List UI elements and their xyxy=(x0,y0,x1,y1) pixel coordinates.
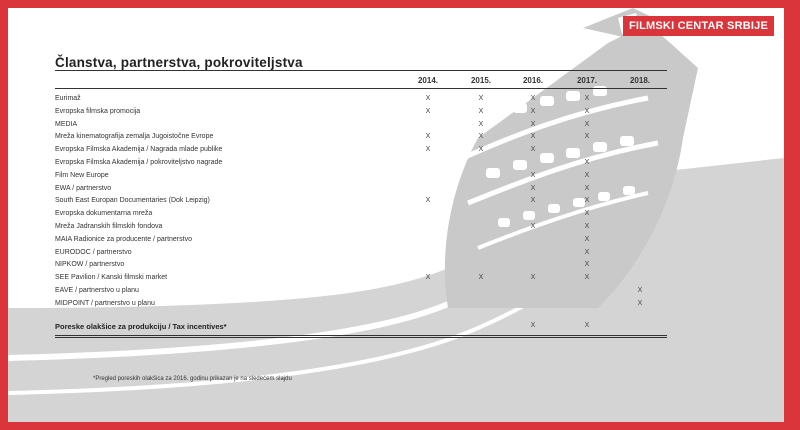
membership-mark: X xyxy=(530,321,536,329)
membership-mark: X xyxy=(584,133,590,141)
table-row xyxy=(55,196,667,209)
table-row xyxy=(55,171,667,184)
row-label: Film New Europe xyxy=(55,171,109,179)
membership-mark: X xyxy=(425,95,431,102)
membership-mark: X xyxy=(425,107,431,115)
membership-mark: X xyxy=(584,197,590,205)
row-label: MIDPOINT / partnerstvo u planu xyxy=(55,299,155,307)
row-label: NIPKOW / partnerstvo xyxy=(55,261,125,269)
footnote: *Pregled poreskih olakšica za 2016. godinu prikazan je na sledećem slajdu xyxy=(93,376,292,382)
membership-mark: X xyxy=(425,197,431,205)
membership-mark: X xyxy=(584,321,590,329)
membership-mark: X xyxy=(478,120,484,128)
row-label: Evropska filmska promocija xyxy=(55,107,141,115)
membership-mark: X xyxy=(530,146,536,154)
table-row xyxy=(55,184,667,197)
membership-mark: X xyxy=(478,146,484,154)
membership-mark: X xyxy=(530,95,536,102)
table-row xyxy=(55,235,667,248)
membership-mark: X xyxy=(584,171,590,179)
row-label: MAIA Radionice za producente / partnerstvo xyxy=(55,235,192,243)
table-row xyxy=(55,120,667,133)
membership-mark: X xyxy=(478,133,484,141)
row-label: Mreža kinematografija zemalja Jugoistočne Evrope xyxy=(55,133,214,141)
table-row xyxy=(55,260,667,273)
row-label: EWA / partnerstvo xyxy=(55,184,112,192)
membership-mark: X xyxy=(530,107,536,115)
row-label: SEE Pavilion / Kanski filmski market xyxy=(55,274,168,282)
membership-mark: X xyxy=(637,299,643,307)
membership-mark: X xyxy=(530,133,536,141)
page-title: Članstva, partnerstva, pokroviteljstva xyxy=(55,55,303,70)
row-label: EAVE / partnerstvo u planu xyxy=(55,286,139,294)
row-label: Poreske olakšice za produkciju / Tax incentives* xyxy=(55,321,227,331)
membership-mark: X xyxy=(478,107,484,115)
table-row xyxy=(55,94,667,107)
table-row xyxy=(55,248,667,261)
table-header xyxy=(55,74,667,88)
title-divider xyxy=(55,70,667,71)
membership-mark: X xyxy=(530,222,536,230)
tax-section xyxy=(55,321,667,338)
row-label: Evropska Filmska Akademija / Nagrada mlade publike xyxy=(55,146,223,154)
membership-mark: X xyxy=(425,146,431,154)
year-header: 2018. xyxy=(629,76,651,85)
table-bottom-rule xyxy=(55,335,667,338)
membership-mark: X xyxy=(584,248,590,256)
membership-mark: X xyxy=(425,133,431,141)
membership-mark: X xyxy=(530,184,536,192)
membership-mark: X xyxy=(584,235,590,243)
year-header: 2015. xyxy=(470,76,492,85)
membership-mark: X xyxy=(425,274,431,282)
tax-incentives-row xyxy=(55,321,667,334)
membership-mark: X xyxy=(530,197,536,205)
row-label: Evropska Filmska Akademija / pokroviteljstvo nagrade xyxy=(55,158,223,166)
row-label: MEDIA xyxy=(55,120,78,128)
membership-mark: X xyxy=(584,222,590,230)
membership-mark: X xyxy=(584,210,590,218)
row-label: EURODOC / partnerstvo xyxy=(55,248,132,256)
brand-logo: FILMSKI CENTAR SRBIJE xyxy=(623,16,774,36)
year-header: 2014. xyxy=(417,76,439,85)
table-row xyxy=(55,273,667,286)
slide xyxy=(8,8,784,422)
table-row xyxy=(55,286,667,299)
membership-mark: X xyxy=(584,120,590,128)
year-header: 2016. xyxy=(522,76,544,85)
header-divider xyxy=(55,88,667,89)
table-row xyxy=(55,107,667,120)
membership-mark: X xyxy=(478,95,484,102)
table-row xyxy=(55,158,667,171)
membership-mark: X xyxy=(584,274,590,282)
table-row xyxy=(55,299,667,312)
membership-mark: X xyxy=(530,274,536,282)
table-row xyxy=(55,132,667,145)
membership-mark: X xyxy=(530,120,536,128)
membership-mark: X xyxy=(530,171,536,179)
membership-table xyxy=(55,74,667,338)
membership-mark: X xyxy=(478,274,484,282)
table-body xyxy=(55,94,667,312)
membership-mark: X xyxy=(584,261,590,269)
membership-mark: X xyxy=(584,158,590,166)
table-row xyxy=(55,145,667,158)
membership-mark: X xyxy=(584,184,590,192)
row-label: Mreža Jadranskih filmskih fondova xyxy=(55,222,163,230)
row-label: Evropska dokumentarna mreža xyxy=(55,210,153,218)
membership-mark: X xyxy=(584,107,590,115)
row-label: South East Europan Documentaries (Dok Leipzig) xyxy=(55,197,210,205)
membership-mark: X xyxy=(584,95,590,102)
membership-mark: X xyxy=(637,286,643,294)
table-row xyxy=(55,209,667,222)
year-header: 2017. xyxy=(576,76,598,85)
row-label: Eurimaž xyxy=(55,95,81,102)
table-row xyxy=(55,222,667,235)
